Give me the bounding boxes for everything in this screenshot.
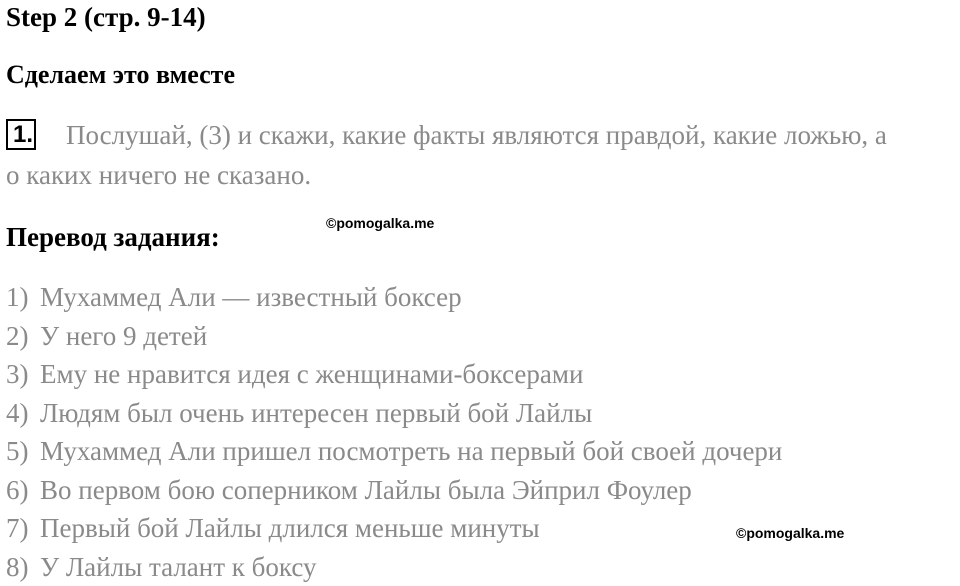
list-item-text: Мухаммед Али — известный боксер [40, 282, 462, 312]
list-item-number: 4) [6, 394, 40, 433]
list-item-text: У него 9 детей [40, 321, 207, 351]
step-title: Step 2 (стр. 9-14) [6, 2, 206, 32]
list-item-number: 6) [6, 471, 40, 510]
list-item-number: 5) [6, 432, 40, 471]
list-item-number: 8) [6, 548, 40, 586]
list-item-number: 1) [6, 278, 40, 317]
list-item [6, 394, 782, 433]
list-item-text: Ему не нравится идея с женщинами-боксерами [40, 359, 583, 389]
answers-list [6, 278, 782, 586]
list-item-text: Людям был очень интересен первый бой Лайлы [40, 398, 592, 428]
list-item [6, 317, 782, 356]
list-item-number: 3) [6, 355, 40, 394]
list-item-number: 2) [6, 317, 40, 356]
translation-heading: Перевод задания: [6, 221, 220, 253]
list-item-number: 7) [6, 509, 40, 548]
list-item [6, 471, 782, 510]
list-item-text: Первый бой Лайлы длился меньше минуты [40, 513, 540, 543]
list-item [6, 548, 782, 586]
list-item-text: У Лайлы талант к боксу [40, 552, 316, 582]
watermark: ©pomogalka.me [326, 215, 434, 231]
task-instruction-line-2: о каких ничего не сказано. [6, 159, 311, 191]
list-item-text: Во первом бою соперником Лайлы была Эйприл Фоулер [40, 475, 692, 505]
list-item-text: Мухаммед Али пришел посмотреть на первый бой своей дочери [40, 436, 782, 466]
section-title: Сделаем это вместе [6, 60, 235, 90]
list-item [6, 432, 782, 471]
list-item [6, 278, 782, 317]
watermark: ©pomogalka.me [736, 525, 844, 541]
list-item [6, 509, 782, 548]
task-number-box: 1. [6, 119, 36, 150]
task-instruction-line-1: Послушай, (3) и скажи, какие факты являются правдой, какие ложью, а [66, 119, 887, 151]
list-item [6, 355, 782, 394]
